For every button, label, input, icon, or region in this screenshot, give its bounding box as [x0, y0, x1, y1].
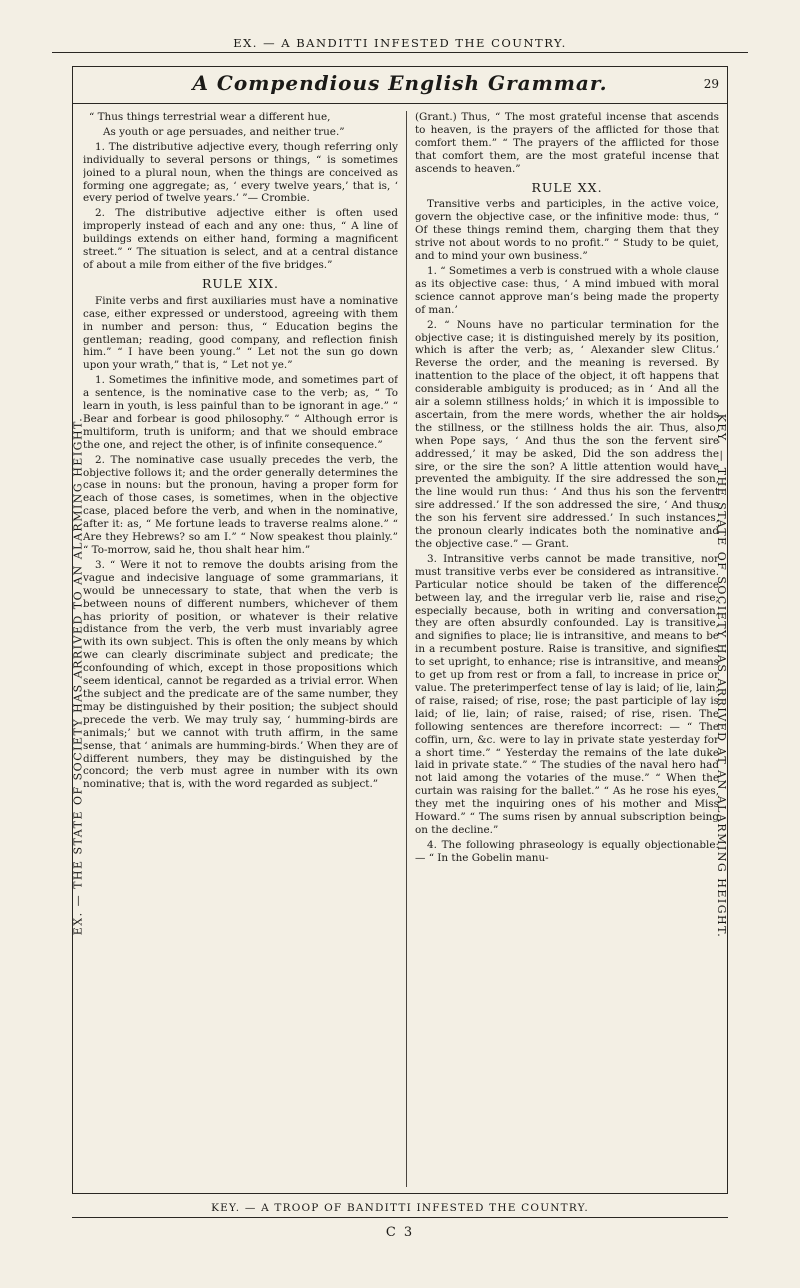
paragraph: 4. The following phraseology is equally objectionable: — “ In the Gobelin manu- [415, 838, 719, 864]
top-caption: EX. — A BANDITTI INFESTED THE COUNTRY. [233, 36, 567, 50]
left-column [83, 111, 398, 1187]
paragraph: 1. “ Sometimes a verb is construed with a whole clause as its objective case: thus, ‘ A mind imbued with moral science cannot approve man’s being made the property of man.’ [415, 264, 719, 316]
bottom-caption: KEY. — A TROOP OF BANDITTI INFESTED THE COUNTRY. [211, 1202, 589, 1214]
paragraph: (Grant.) Thus, “ The most grateful incense that ascends to heaven, is the prayers of the afflicted for those that comfort them.” “ The prayers of the afflicted for those that comfort them, are the most grateful incense that ascends to heaven.” [415, 111, 719, 175]
paragraph: 2. The distributive adjective either is often used improperly instead of each and any one: thus, “ A line of buildings extends on either hand, forming a magnificent street.” “ The situation is select, and at a central distance of about a mile from either of the five bridges.” [83, 207, 398, 271]
right-column [415, 111, 719, 1187]
paragraph: Transitive verbs and participles, in the active voice, govern the objective case, or the infinitive mode: thus, “ Of these things remind them, charging them that they strive not about words to no profit.” “ Study to be quiet, and to mind your own business.” [415, 198, 719, 263]
paragraph: 3. Intransitive verbs cannot be made transitive, nor must transitive verbs ever be considered as intransitive. Particular notice should be taken of the difference between lay, and the irregular verb lie, raise and rise; especially because, both in writing and conversation, they are often absurdly confounded. Lay is transitive, and signifies to place; lie is intransitive, and means to be in a recumbent posture. Raise is transitive, and signifies to set upright, to enhance; rise is intransitive, and means to get up from rest or from a fall, to increase in price or value. The preterimperfect tense of lay is laid; of lie, lain; of raise, raised; of rise, rose; the past participle of lay is laid; of lie, lain; of raise, raised; of rise, risen. The following sentences are therefore incorrect: — “ The coffin, urn, &c. were to lay in private state yesterday for a short time.” “ Yesterday the remains of the late duke laid in private state.” “ The studies of the naval hero had not laid among the votaries of the muse.” “ When the curtain was raising for the ballet.” “ As he rose his eyes, they met the inquiring ones of his mother and Miss Howard.” “ The sums risen by annual subscription being on the decline.” [415, 552, 719, 836]
column-divider [406, 111, 407, 1187]
paragraph: Finite verbs and first auxiliaries must have a nominative case, either expressed or understood, agreeing with them in number and person: thus, “ Education begins the gentleman; reading, good company, and reflection finish him.” “ I have been young.” “ Let not the sun go down upon your wrath,” that is, “ Let not ye.” [83, 294, 398, 372]
paragraph: 2. The nominative case usually precedes the verb, the objective follows it; and the order generally determines the case in nouns: but the pronoun, having a proper form for each of those cases, is sometimes, when in the objective case, placed before the verb, and when in the nominative, after it: as, “ Me fortune leads to traverse realms alone.” “ Are they Hebrews? so am I.” “ Now speakest thou plainly.” “ To-morrow, said he, thou shalt hear him.” [83, 453, 398, 556]
right-side-caption: KEY. — THE STATE OF SOCIETY HAS ARRIVED AT AN ALARMING HEIGHT. [715, 413, 729, 939]
paragraph: 1. The distributive adjective every, though referring only individually to several persons or things, “ is sometimes joined to a plural noun, when the things are conceived as forming one aggregate; as, ‘ every twelve years,’ that is, ‘ every period of twelve years.’ ”— Crombie. [83, 140, 398, 205]
top-rule [52, 52, 748, 53]
verse-line: As youth or age persuades, and neither true.” [103, 125, 345, 138]
rule-heading: RULE XX. [531, 179, 603, 195]
signature-mark: C 3 [385, 1225, 415, 1240]
paragraph: 1. Sometimes the infinitive mode, and sometimes part of a sentence, is the nominative case to the verb; as, “ To learn in youth, is less painful than to be ignorant in age.” “ Bear and forbear is good philosophy.” “ Although error is multiform, truth is uniform; and that we should embrace the one, and reject the other, is of infinite consequence.” [83, 374, 398, 451]
verse-line: “ Thus things terrestrial wear a different hue, [89, 111, 331, 123]
text-box [72, 66, 728, 1194]
page-frame [52, 36, 748, 1244]
paragraph: 3. “ Were it not to remove the doubts arising from the vague and indecisive language of some grammarians, it would be unnecessary to state, that when the verb is between nouns of different numbers, whichever of them has priority of position, or whatever is their relative distance from the verb, the verb must invariably agree with its own subject. This is often the only means by which we can clearly discriminate subject and predicate; the confounding of which, except in those propositions which seem identical, cannot be regarded as a trivial error. When the subject and the predicate are of the same number, they may be distinguished by their position; the subject should precede the verb. We may truly say, ‘ humming-birds are animals;’ but we cannot with truth affirm, in the same sense, that ‘ animals are humming-birds.’ When they are of different numbers, they may be distinguished by the concord; the verb must agree in number with its own nominative; that is, with the word regarded as subject.” [83, 558, 398, 791]
bottom-rule [72, 1217, 728, 1218]
page-number: 29 [703, 77, 719, 91]
running-header [73, 71, 727, 103]
paragraph: 2. “ Nouns have no particular termination for the objective case; it is distinguished merely by its position, which is after the verb; as, ‘ Alexander slew Clitus.’ Reverse the order, and the meaning is reversed. By inattention to the place of the object, it oft happens that considerable ambiguity is produced; as in ‘ And all the air a solemn stillness holds;’ in which it is impossible to ascertain, from the mere words, whether the air holds the stillness, or the stillness holds the air. Thus, also, when Pope says, ‘ And thus the son the fervent sire addressed,’ it may be asked, Did the son address the sire, or the sire the son? A little attention would have prevented the ambiguity. If the sire addressed the son, the line would run thus: ‘ And thus his son the fervent sire addressed.’ If the son addressed the sire, ‘ And thus the son his fervent sire addressed.’ In such instances, the pronoun clearly indicates both the nominative and the objective case.” — Grant. [415, 318, 719, 550]
header-rule [73, 103, 727, 104]
rule-heading: RULE XIX. [201, 275, 280, 291]
left-side-caption: EX. — THE STATE OF SOCIETY HAS ARRIVED TO AN ALARMING HEIGHT. [71, 416, 85, 936]
header-title: A Compendious English Grammar. [192, 71, 608, 95]
